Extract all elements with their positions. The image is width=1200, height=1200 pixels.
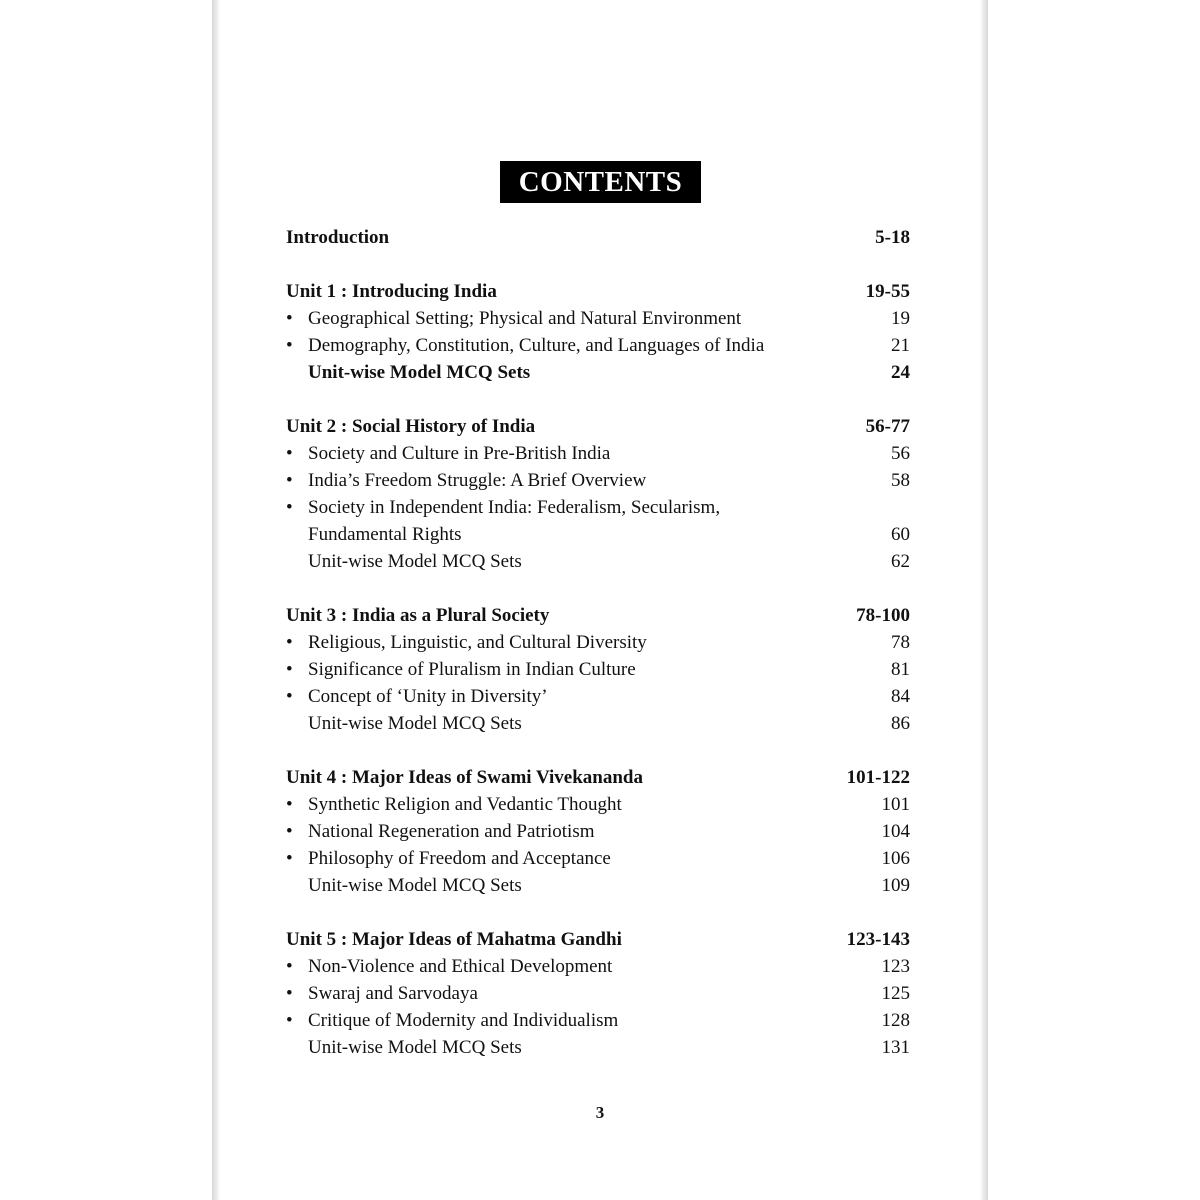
toc-unit-heading <box>286 602 910 629</box>
toc-unit-heading <box>286 278 910 305</box>
toc-section-unit-3 <box>286 602 910 737</box>
toc-item <box>286 818 910 845</box>
toc-item <box>286 467 910 494</box>
toc-item-page: 84 <box>891 686 910 707</box>
toc-item-page: 58 <box>891 470 910 491</box>
contents-heading <box>500 161 701 203</box>
toc-item-label: Geographical Setting; Physical and Natural Environment <box>308 308 742 329</box>
toc-unit-title: Unit 4 : Major Ideas of Swami Vivekananda <box>286 767 643 788</box>
toc-mcq-label: Unit-wise Model MCQ Sets <box>308 551 522 572</box>
toc-mcq-page: 131 <box>881 1037 910 1058</box>
toc-unit-pages: 78-100 <box>856 605 910 626</box>
bullet-icon <box>286 494 308 521</box>
toc-mcq-page: 62 <box>891 551 910 572</box>
toc-section-unit-2 <box>286 413 910 575</box>
toc-mcq-page: 109 <box>881 875 910 896</box>
bullet-icon <box>286 953 308 980</box>
bullet-icon <box>286 683 308 710</box>
toc-item-page: 78 <box>891 632 910 653</box>
toc-item-page: 101 <box>881 794 910 815</box>
toc-item-label: Religious, Linguistic, and Cultural Diversity <box>308 632 647 653</box>
toc-item-label: Significance of Pluralism in Indian Culture <box>308 659 636 680</box>
toc-item-label: Concept of ‘Unity in Diversity’ <box>308 686 548 707</box>
toc-unit-pages: 123-143 <box>846 929 910 950</box>
toc-intro-pages: 5-18 <box>875 227 910 248</box>
toc-section-introduction <box>286 224 910 251</box>
toc-section-unit-4 <box>286 764 910 899</box>
toc-item-page: 125 <box>881 983 910 1004</box>
toc-item <box>286 305 910 332</box>
table-of-contents <box>286 224 910 1061</box>
bullet-icon <box>286 656 308 683</box>
book-page <box>220 0 980 1200</box>
toc-item-page: 81 <box>891 659 910 680</box>
toc-item <box>286 440 910 467</box>
toc-unit-pages: 101-122 <box>846 767 910 788</box>
toc-mcq-page: 86 <box>891 713 910 734</box>
contents-heading-text: CONTENTS <box>518 165 683 198</box>
toc-unit-title: Unit 5 : Major Ideas of Mahatma Gandhi <box>286 929 622 950</box>
toc-section-unit-1 <box>286 278 910 386</box>
toc-item-page: 123 <box>881 956 910 977</box>
toc-item-label: Critique of Modernity and Individualism <box>308 1010 619 1031</box>
toc-item <box>286 953 910 980</box>
toc-mcq-row <box>286 872 910 899</box>
bullet-icon <box>286 629 308 656</box>
toc-item <box>286 629 910 656</box>
toc-mcq-row <box>286 359 910 386</box>
bullet-icon <box>286 980 308 1007</box>
toc-item-label: Non-Violence and Ethical Development <box>308 956 613 977</box>
toc-item-label: Demography, Constitution, Culture, and Languages of India <box>308 335 765 356</box>
page-edge-left <box>212 0 220 1200</box>
toc-unit-heading <box>286 926 910 953</box>
toc-item-page: 128 <box>881 1010 910 1031</box>
toc-unit-title: Unit 3 : India as a Plural Society <box>286 605 550 626</box>
toc-item-label: Society and Culture in Pre-British India <box>308 443 611 464</box>
toc-item-label-continued: Fundamental Rights <box>308 524 462 545</box>
toc-unit-title: Unit 1 : Introducing India <box>286 281 497 302</box>
toc-intro-title: Introduction <box>286 227 390 248</box>
toc-item-label: Synthetic Religion and Vedantic Thought <box>308 794 622 815</box>
toc-item <box>286 845 910 872</box>
toc-item <box>286 683 910 710</box>
toc-item-label: Philosophy of Freedom and Acceptance <box>308 848 611 869</box>
toc-item <box>286 980 910 1007</box>
bullet-icon <box>286 332 308 359</box>
toc-unit-pages: 56-77 <box>865 416 910 437</box>
toc-mcq-page: 24 <box>891 362 910 383</box>
toc-mcq-row <box>286 548 910 575</box>
toc-item-page: 19 <box>891 308 910 329</box>
bullet-icon <box>286 818 308 845</box>
toc-mcq-label: Unit-wise Model MCQ Sets <box>308 875 522 896</box>
toc-mcq-label: Unit-wise Model MCQ Sets <box>308 1037 522 1058</box>
toc-item-label: Society in Independent India: Federalism, Secularism, <box>308 497 721 518</box>
toc-item-label: National Regeneration and Patriotism <box>308 821 595 842</box>
toc-section-unit-5 <box>286 926 910 1061</box>
toc-mcq-label: Unit-wise Model MCQ Sets <box>308 713 522 734</box>
page-number: 3 <box>595 1103 605 1122</box>
page-edge-right <box>980 0 988 1200</box>
toc-item-page: 60 <box>891 524 910 545</box>
toc-item-page: 104 <box>881 821 910 842</box>
toc-item-label: India’s Freedom Struggle: A Brief Overview <box>308 470 647 491</box>
toc-unit-heading <box>286 413 910 440</box>
toc-unit-heading <box>286 764 910 791</box>
bullet-icon <box>286 305 308 332</box>
toc-item <box>286 1007 910 1034</box>
bullet-icon <box>286 467 308 494</box>
toc-unit-pages: 19-55 <box>865 281 910 302</box>
toc-unit-title: Unit 2 : Social History of India <box>286 416 536 437</box>
bullet-icon <box>286 440 308 467</box>
toc-item <box>286 494 910 521</box>
toc-item <box>286 656 910 683</box>
bullet-icon <box>286 791 308 818</box>
toc-item-label: Swaraj and Sarvodaya <box>308 983 478 1004</box>
toc-item-page: 21 <box>891 335 910 356</box>
toc-row-introduction <box>286 224 910 251</box>
toc-mcq-label: Unit-wise Model MCQ Sets <box>308 362 531 383</box>
toc-item <box>286 332 910 359</box>
bullet-icon <box>286 845 308 872</box>
toc-mcq-row <box>286 710 910 737</box>
toc-item-continuation <box>286 521 910 548</box>
toc-mcq-row <box>286 1034 910 1061</box>
toc-item <box>286 791 910 818</box>
bullet-icon <box>286 1007 308 1034</box>
toc-item-page: 56 <box>891 443 910 464</box>
toc-item-page: 106 <box>881 848 910 869</box>
